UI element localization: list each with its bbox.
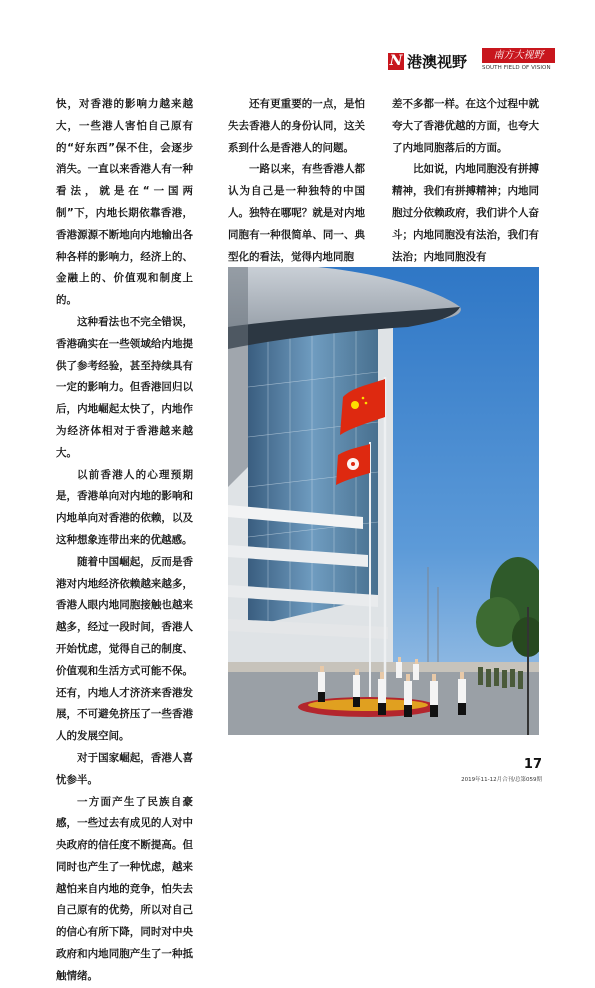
magazine-name-en: SOUTH FIELD OF VISION — [482, 65, 551, 71]
section-logo-icon: N — [389, 53, 403, 69]
paragraph: 一方面产生了民族自豪感，一些过去有成见的人对中央政府的信任度不断提高。但同时也产生了一种忧虑，越来越怕来自内地的竞争，怕失去自己原有的优势，所以对自己的信心有所下降，同时对中央政府和内地同胞产生了一种抵触情绪。 — [56, 795, 193, 982]
photo-illustration — [228, 267, 539, 735]
paragraph: 对于国家崛起，香港人喜忧参半。 — [56, 751, 193, 786]
flag-raising-photo — [228, 267, 539, 735]
magazine-name: 南方大视野 — [482, 48, 555, 63]
text-column-2 — [228, 94, 365, 268]
paragraph: 比如说，内地同胞没有拼搏精神，我们有拼搏精神；内地同胞过分依赖政府，我们讲个人奋斗；内地同胞没有法治，我们有法治；内地同胞没有 — [392, 163, 539, 263]
section-title: 港澳视野 — [407, 53, 468, 71]
paragraph: 差不多都一样。在这个过程中就夸大了香港优越的方面，也夸大了内地同胞落后的方面。 — [392, 98, 539, 154]
text-column-1 — [56, 94, 193, 988]
issue-info: 2019年11-12月合刊/总第059期 — [461, 777, 542, 783]
text-column-3 — [392, 94, 539, 268]
paragraph: 还有更重要的一点，是怕失去香港人的身份认同，这关系到什么是香港人的问题。 — [228, 98, 365, 154]
paragraph: 一路以来，有些香港人都认为自己是一种独特的中国人。独特在哪呢？就是对内地同胞有一种很简单、同一、典型化的看法，觉得内地同胞 — [228, 163, 365, 263]
magazine-header — [388, 48, 568, 78]
paragraph: 以前香港人的心理预期是，香港单向对内地的影响和内地单向对香港的依赖，以及这种想象连带出来的优越感。 — [56, 468, 193, 546]
page-number: 17 — [523, 757, 542, 772]
paragraph: 随着中国崛起，反而是香港对内地经济依赖越来越多，香港人眼内地同胞接触也越来越多，经过一段时间，香港人开始忧虑，觉得自己的制度、价值观和生活方式可能不保。还有，内地人才济济来香港发展，不可避免挤压了一些香港人的发展空间。 — [56, 555, 193, 743]
paragraph: 快，对香港的影响力越来越大，一些港人害怕自己原有的“好东西”保不住，会逐步消失。一直以来香港人有一种看法，就是在“一国两制”下，内地长期依靠香港，香港源源不断地向内地输出各种各样的影响力，经济上的、金融上的、价值观和制度上的。 — [56, 98, 193, 307]
paragraph: 这种看法也不完全错误，香港确实在一些领域给内地提供了参考经验，甚至持续具有一定的影响力。但香港回归以后，内地崛起太快了，内地作为经济体相对于香港越来越大。 — [56, 315, 193, 459]
